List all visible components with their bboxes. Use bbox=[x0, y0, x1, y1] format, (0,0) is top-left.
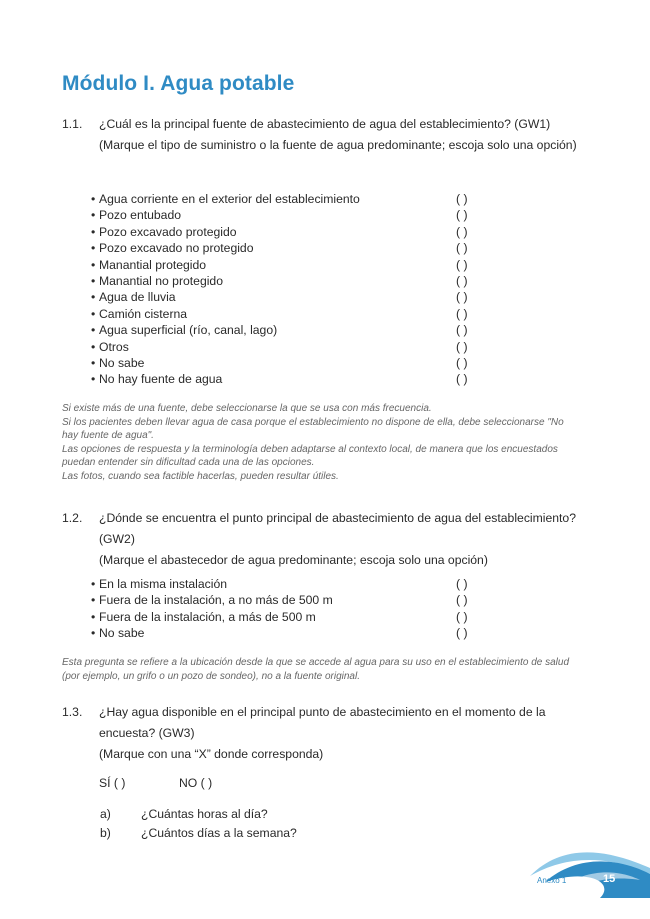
sub-question-letter: b) bbox=[100, 826, 111, 840]
note-1-1 bbox=[62, 402, 574, 484]
list-item: • Fuera de la instalación, a no más de 500 m ( ) bbox=[91, 593, 468, 608]
list-item: • En la misma instalación ( ) bbox=[91, 577, 468, 591]
question-number: 1.1. bbox=[62, 117, 83, 131]
footer-annex-label: Anexo 1 bbox=[537, 876, 567, 885]
sub-question-text: ¿Cuántas horas al día? bbox=[141, 807, 268, 821]
no-checkbox[interactable]: NO ( ) bbox=[179, 776, 213, 790]
list-item: • Pozo excavado no protegido ( ) bbox=[91, 241, 468, 256]
list-item: • Pozo excavado protegido ( ) bbox=[91, 224, 468, 239]
checkbox[interactable]: ( ) bbox=[456, 626, 468, 641]
checkbox[interactable]: ( ) bbox=[456, 355, 468, 370]
sub-question-text: ¿Cuántos días a la semana? bbox=[141, 826, 297, 840]
page-number: 15 bbox=[603, 873, 616, 885]
list-item: • No sabe ( ) bbox=[91, 355, 468, 370]
list-item: • Agua corriente en el exterior del establecimiento ( ) bbox=[91, 192, 468, 206]
checkbox[interactable]: ( ) bbox=[456, 290, 468, 305]
question-text: ¿Dónde se encuentra el punto principal de abastecimiento de agua del establecimiento? (GW2) bbox=[99, 511, 576, 546]
checkbox[interactable]: ( ) bbox=[456, 257, 468, 272]
list-item: • Agua superficial (río, canal, lago) ( ) bbox=[91, 323, 468, 338]
list-item: • Fuera de la instalación, a más de 500 m ( ) bbox=[91, 609, 468, 624]
list-item: • Manantial protegido ( ) bbox=[91, 257, 468, 272]
module-title: Módulo I. Agua potable bbox=[62, 72, 295, 95]
list-item: • No hay fuente de agua ( ) bbox=[91, 372, 468, 387]
checkbox[interactable]: ( ) bbox=[456, 577, 468, 591]
note-line: Si existe más de una fuente, debe seleccionarse la que se usa con más frecuencia. bbox=[62, 403, 432, 414]
question-number: 1.2. bbox=[62, 511, 83, 525]
list-item: • No sabe ( ) bbox=[91, 626, 468, 641]
question-instruction: (Marque el tipo de suministro o la fuente de agua predominante; escoja solo una opción) bbox=[99, 138, 577, 152]
list-item: • Pozo entubado ( ) bbox=[91, 208, 468, 223]
note-1-2: Esta pregunta se refiere a la ubicación desde la que se accede al agua para su uso en el establecimiento de salud (por ejemplo, un grifo o un pozo de sondeo), no a la fuente original. bbox=[62, 657, 570, 682]
sub-question-letter: a) bbox=[100, 807, 111, 821]
list-item: • Agua de lluvia ( ) bbox=[91, 290, 468, 305]
note-line: Si los pacientes deben llevar agua de casa porque el establecimiento no dispone de ella, debe seleccionarse "No hay fuente de agua". bbox=[62, 416, 564, 442]
checkbox[interactable]: ( ) bbox=[456, 241, 468, 256]
options-list-1-1 bbox=[91, 191, 491, 388]
question-number: 1.3. bbox=[62, 705, 83, 719]
checkbox[interactable]: ( ) bbox=[456, 208, 468, 223]
checkbox[interactable]: ( ) bbox=[456, 306, 468, 321]
list-item: • Manantial no protegido ( ) bbox=[91, 273, 468, 288]
checkbox[interactable]: ( ) bbox=[456, 323, 468, 338]
list-item: • Camión cisterna ( ) bbox=[91, 306, 468, 321]
checkbox[interactable]: ( ) bbox=[456, 609, 468, 624]
checkbox[interactable]: ( ) bbox=[456, 192, 468, 206]
note-line: Las fotos, cuando sea factible hacerlas, pueden resultar útiles. bbox=[62, 470, 339, 482]
checkbox[interactable]: ( ) bbox=[456, 372, 468, 387]
question-1-3 bbox=[62, 702, 577, 765]
checkbox[interactable]: ( ) bbox=[456, 593, 468, 608]
question-1-2 bbox=[62, 508, 577, 571]
list-item: • Otros ( ) bbox=[91, 339, 468, 354]
checkbox[interactable]: ( ) bbox=[456, 224, 468, 239]
question-1-1 bbox=[62, 114, 577, 156]
question-instruction: (Marque con una “X” donde corresponda) bbox=[99, 747, 324, 761]
question-instruction: (Marque el abastecedor de agua predominante; escoja solo una opción) bbox=[99, 553, 488, 567]
note-line: Las opciones de respuesta y la terminología deben adaptarse al contexto local, de manera que los encuestados puedan entender sin dificultad cada una de las opciones. bbox=[62, 443, 558, 469]
wave-logo-icon bbox=[520, 838, 650, 898]
question-text: ¿Cuál es la principal fuente de abastecimiento de agua del establecimiento? (GW1) bbox=[99, 117, 551, 131]
options-list-1-2 bbox=[91, 576, 491, 642]
question-text: ¿Hay agua disponible en el principal punto de abastecimiento en el momento de la encuesta? (GW3) bbox=[99, 705, 546, 740]
checkbox[interactable]: ( ) bbox=[456, 273, 468, 288]
yes-checkbox[interactable]: SÍ ( ) bbox=[99, 776, 126, 790]
checkbox[interactable]: ( ) bbox=[456, 339, 468, 354]
